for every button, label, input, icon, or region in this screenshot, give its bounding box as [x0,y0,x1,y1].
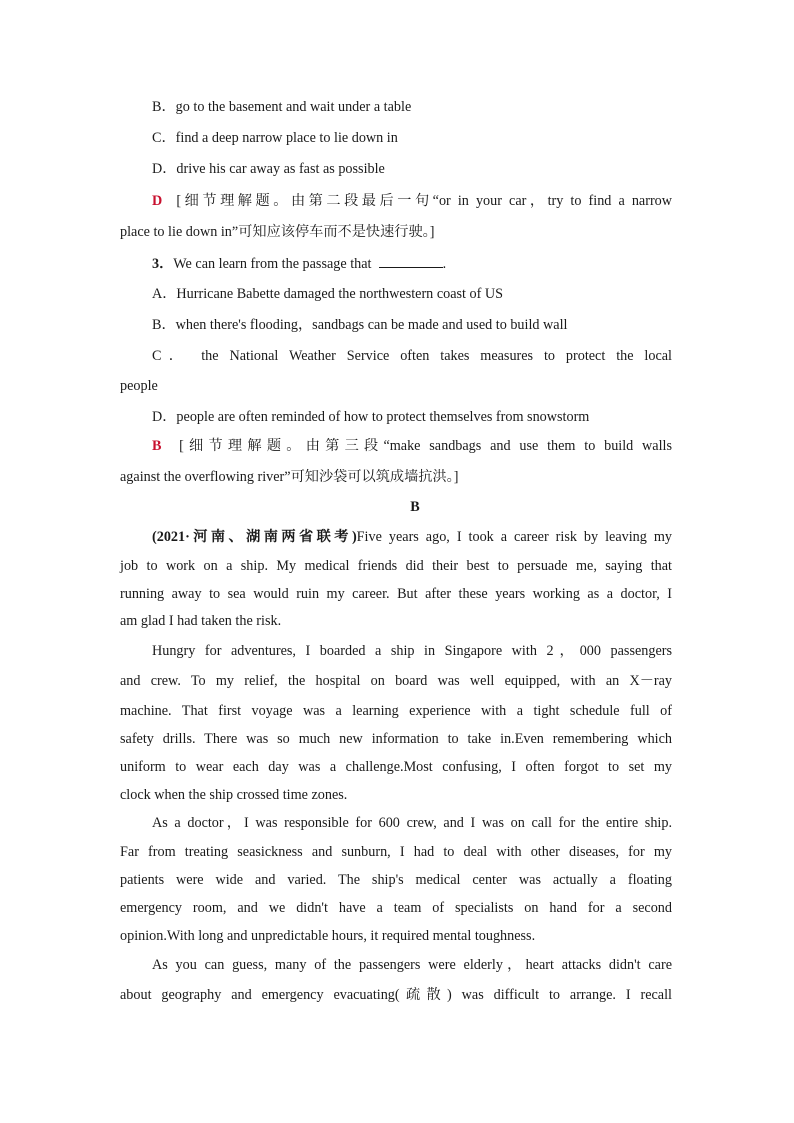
q3-number: 3． [152,256,174,272]
para2-line-3: machine. That first voyage was a learning experience with a tight schedule full of [120,703,672,719]
q3-answer-line-2: against the overflowing river”可知沙袋可以筑成墙抗洪。] [120,469,459,485]
q3-option-b: B．when there's flooding，sandbags can be made and used to build wall [152,317,568,333]
q3-option-c-line-2: people [120,378,158,394]
para1-line-1 [152,527,672,547]
para3-line-2: Far from treating seasickness and sunburn, I had to deal with other diseases, for my [120,844,672,860]
para3-line-4: emergency room, and we didn't have a team of specialists on hand for a second [120,900,672,916]
para3-line-3: patients were wide and varied. The ship's medical center was actually a floating [120,872,672,888]
para1-line-4: am glad I had taken the risk. [120,613,282,629]
q2-option-d: D．drive his car away as fast as possible [152,161,385,177]
q2-option-c: C．find a deep narrow place to lie down in [152,130,398,146]
para1-text-1: Five years ago, I took a career risk by leaving my [356,529,672,545]
q3-answer-text-1: [细节理解题。由第三段“make sandbags and use them to build walls [179,438,673,454]
q3-option-d: D．people are often reminded of how to protect themselves from snowstorm [152,409,590,425]
q3-stem-end: . [442,256,447,272]
para2-line-5: uniform to wear each day was a challenge.Most confusing, I often forgot to set my [120,759,672,775]
para1-line-3: running away to sea would ruin my career. But after these years working as a doctor, I [120,586,672,602]
source-tag: (2021·河南、湖南两省联考) [152,529,357,545]
q3-answer-line-1 [152,436,672,456]
para1-line-2: job to work on a ship. My medical friends did their best to persuade me, saying that [120,558,672,574]
q3-option-a: A．Hurricane Babette damaged the northwestern coast of US [152,286,504,302]
para2-line-6: clock when the ship crossed time zones. [120,787,348,803]
q2-answer-text-1: [细节理解题。由第二段最后一句“or in your car，try to find a narrow [176,193,673,209]
answer-blank [379,254,443,268]
q3-stem [152,254,672,274]
para4-line-2: about geography and emergency evacuating(疏散) was difficult to arrange. I recall [120,987,672,1003]
q3-answer-letter: B [152,438,162,454]
q3-stem-text: We can learn from the passage that [173,256,372,272]
q2-answer-line-2: place to lie down in”可知应该停车而不是快速行驶。] [120,224,435,240]
para3-line-5: opinion.With long and unpredictable hours, it required mental toughness. [120,928,536,944]
q2-answer-letter: D [152,193,163,209]
para4-line-1: As you can guess, many of the passengers were elderly，heart attacks didn't care [152,957,672,973]
para2-line-2: and crew. To my relief, the hospital on board was well equipped, with an X－ray [120,673,672,689]
q2-answer-line-1 [152,191,672,211]
para2-line-1: Hungry for adventures, I boarded a ship in Singapore with 2，000 passengers [152,643,672,659]
q3-option-c-line-1: C． the National Weather Service often takes measures to protect the local [152,348,672,364]
para3-line-1: As a doctor，I was responsible for 600 crew, and I was on call for the entire ship. [152,815,672,831]
para2-line-4: safety drills. There was so much new information to take in.Even remembering which [120,731,672,747]
section-heading: B [410,499,420,515]
q2-option-b: B．go to the basement and wait under a table [152,99,412,115]
